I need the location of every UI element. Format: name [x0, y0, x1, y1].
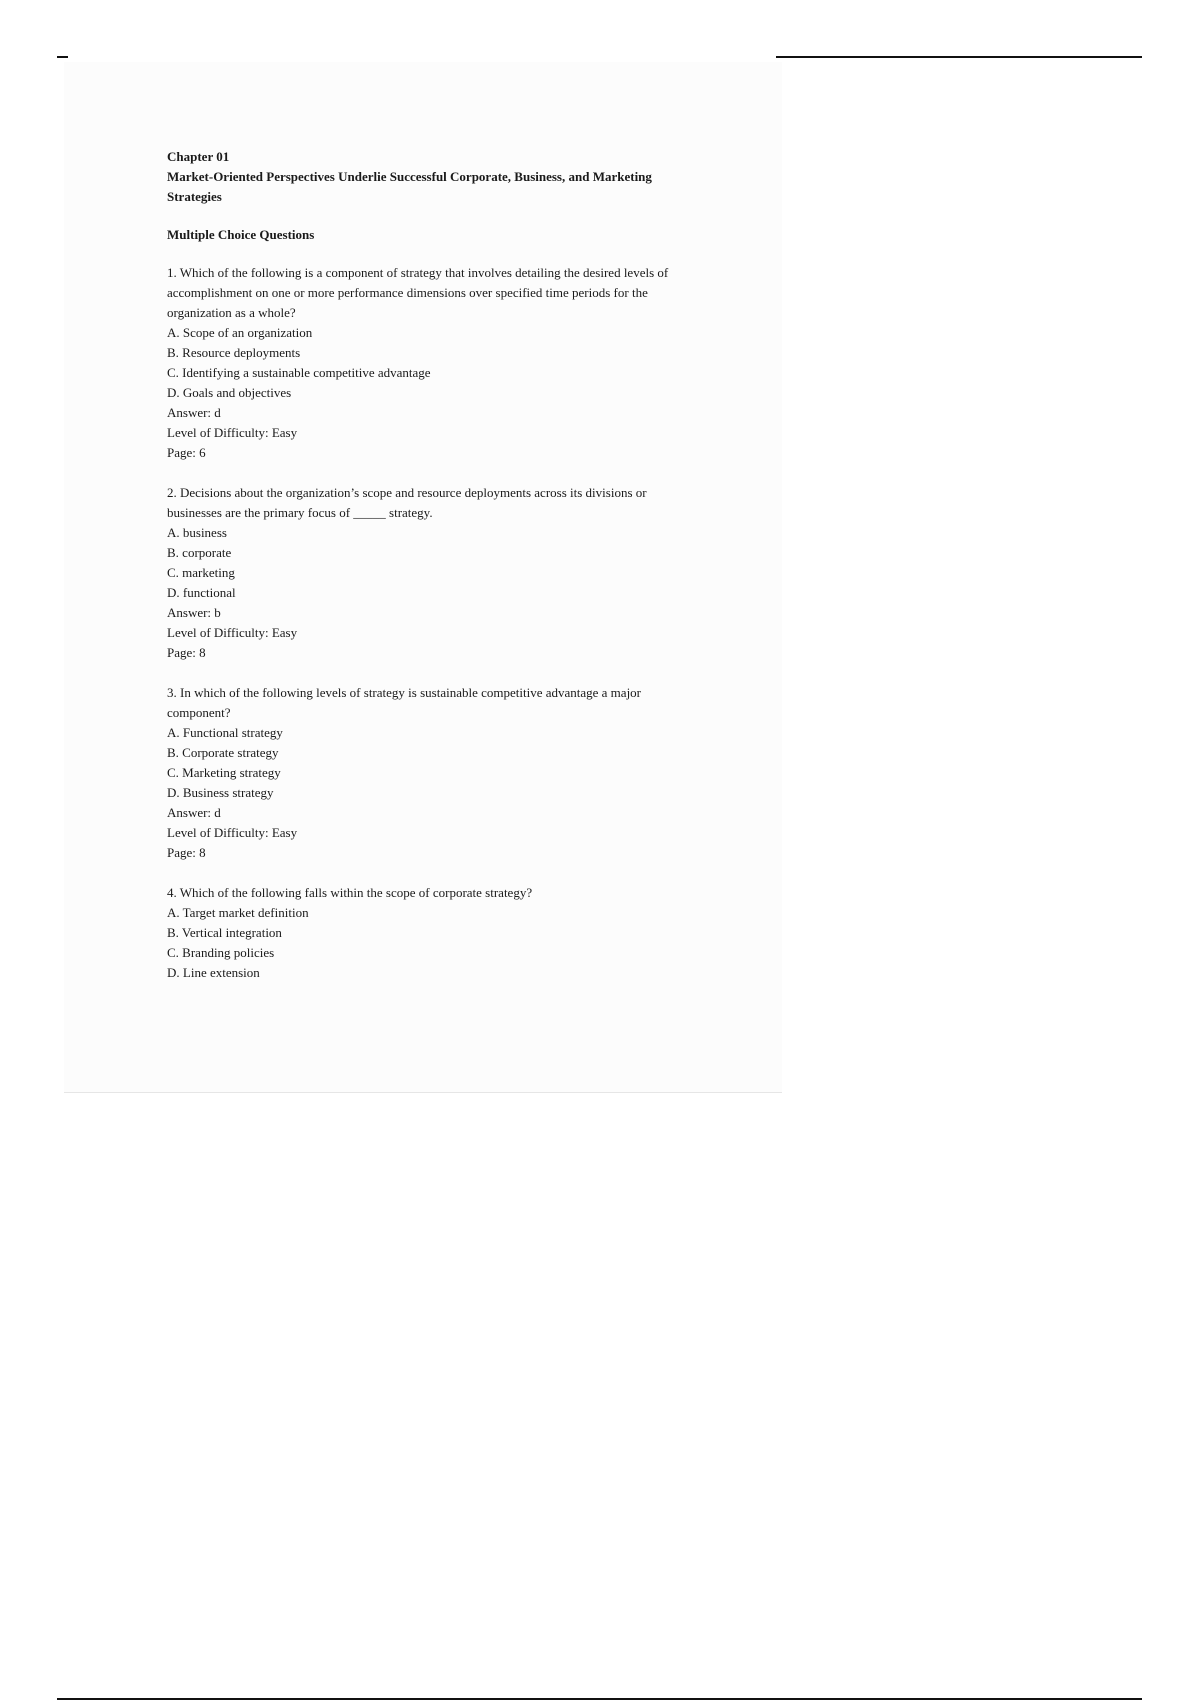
document-content — [167, 147, 682, 1003]
option-b: B. Vertical integration — [167, 925, 282, 940]
top-left-rule — [57, 56, 68, 58]
option-b: B. Corporate strategy — [167, 745, 279, 760]
question-text: 2. Decisions about the organization’s scope and resource deployments across its divisions or businesses are the primary focus of _____ strategy. — [167, 485, 647, 520]
page-reference: Page: 8 — [167, 645, 206, 660]
option-b: B. corporate — [167, 545, 232, 560]
question-3 — [167, 683, 682, 863]
option-b: B. Resource deployments — [167, 345, 301, 360]
question-text: 4. Which of the following falls within the scope of corporate strategy? — [167, 885, 533, 900]
chapter-heading: Chapter 01 — [167, 149, 230, 164]
page-reference: Page: 8 — [167, 845, 206, 860]
question-2 — [167, 483, 682, 663]
section-title: Multiple Choice Questions — [167, 227, 315, 242]
question-1 — [167, 263, 682, 463]
option-c: C. Identifying a sustainable competitive advantage — [167, 365, 431, 380]
option-a: A. business — [167, 525, 227, 540]
question-4 — [167, 883, 682, 983]
option-c: C. Branding policies — [167, 945, 275, 960]
option-d: D. Goals and objectives — [167, 385, 292, 400]
chapter-title: Market-Oriented Perspectives Underlie Successful Corporate, Business, and Marketing Strategies — [167, 169, 652, 204]
page-reference: Page: 6 — [167, 445, 206, 460]
answer: Answer: d — [167, 805, 221, 820]
difficulty: Level of Difficulty: Easy — [167, 825, 298, 840]
option-d: D. Business strategy — [167, 785, 274, 800]
option-d: D. Line extension — [167, 965, 260, 980]
option-c: C. marketing — [167, 565, 235, 580]
answer: Answer: b — [167, 605, 221, 620]
option-d: D. functional — [167, 585, 236, 600]
top-right-rule — [776, 56, 1142, 58]
option-a: A. Functional strategy — [167, 725, 283, 740]
answer: Answer: d — [167, 405, 221, 420]
option-a: A. Target market definition — [167, 905, 309, 920]
question-text: 3. In which of the following levels of strategy is sustainable competitive advantage a major component? — [167, 685, 642, 720]
question-text: 1. Which of the following is a component of strategy that involves detailing the desired levels of accomplishment on one or more performance dimensions over specified time periods for the organization as a whole? — [167, 265, 669, 320]
option-a: A. Scope of an organization — [167, 325, 313, 340]
difficulty: Level of Difficulty: Easy — [167, 625, 298, 640]
option-c: C. Marketing strategy — [167, 765, 281, 780]
difficulty: Level of Difficulty: Easy — [167, 425, 298, 440]
